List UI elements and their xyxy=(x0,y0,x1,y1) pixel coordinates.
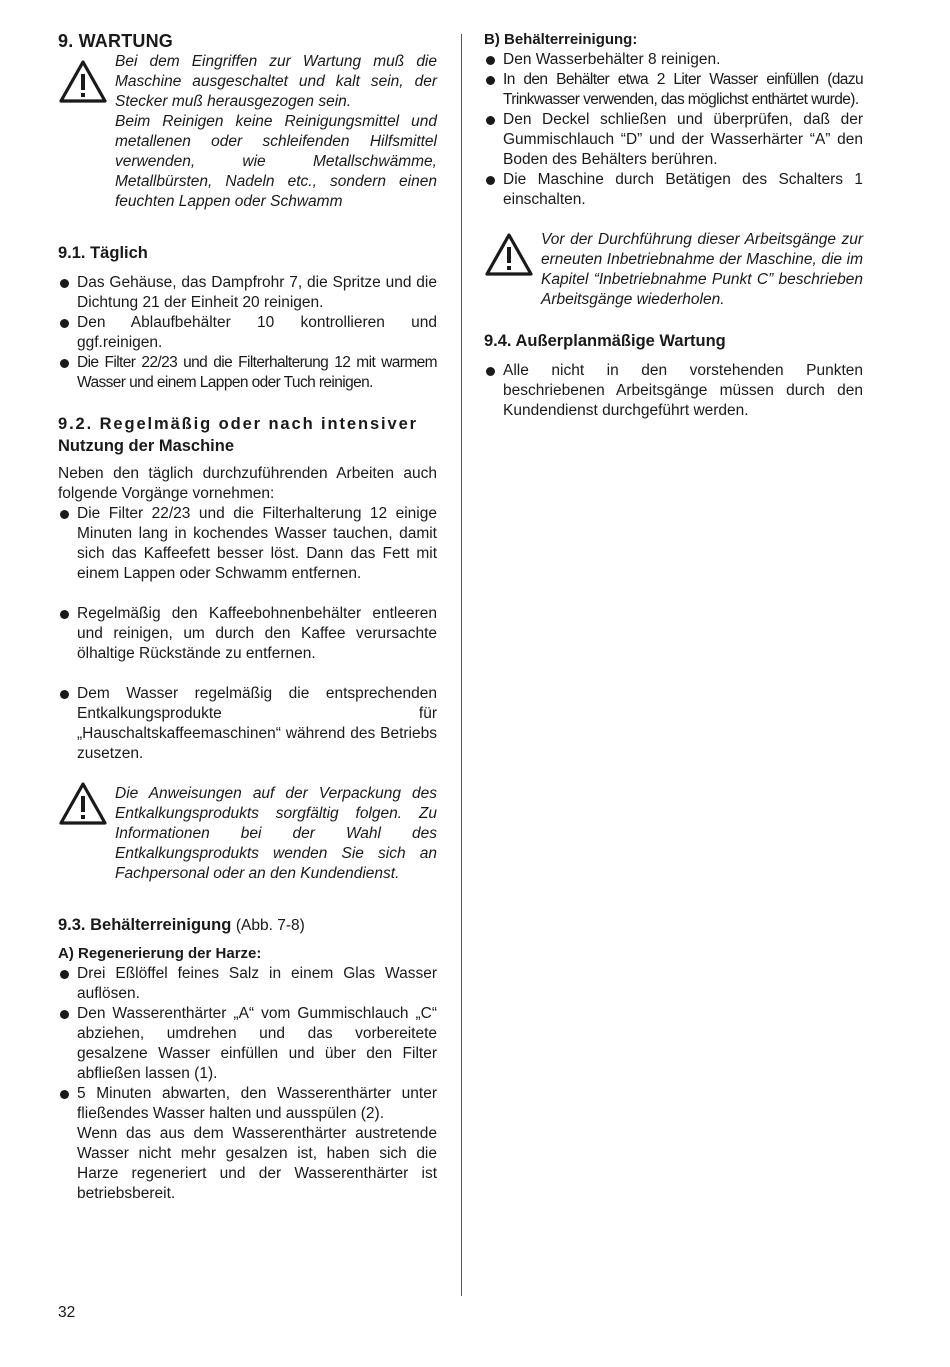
heading-9-3: 9.3. Behälterreinigung (Abb. 7-8) xyxy=(58,916,305,934)
list-item: Den Deckel schließen und überprüfen, daß der Gummischlauch “D” und der Wasserhärter “A” den Boden des Behälters berühren. xyxy=(484,110,863,170)
list-9-4 xyxy=(484,361,863,421)
warning-text-1 xyxy=(115,52,437,212)
right-column xyxy=(484,30,863,421)
warning-triangle-icon xyxy=(484,232,541,277)
bullet-icon xyxy=(60,319,69,328)
subheading-b: B) Behälterreinigung: xyxy=(484,31,638,48)
section-title: 9. WARTUNG xyxy=(58,31,174,51)
list-item: Dem Wasser regelmäßig die entsprechenden Entkalkungsprodukte für „Hauschaltskaffeemaschinen“ während des Betriebs zusetzen. xyxy=(58,684,437,764)
list-item: Den Wasserbehälter 8 reinigen. xyxy=(484,50,863,70)
list-item: Die Filter 22/23 und die Filterhalterung 12 einige Minuten lang in kochendes Wasser tauchen, damit sich das Kaffeefett besser löst. Dann das Fett mit einem Lappen oder Schwamm entfernen. xyxy=(58,504,437,584)
bullet-icon xyxy=(486,367,495,376)
left-column xyxy=(58,30,437,1204)
list-item: 5 Minuten abwarten, den Wasserenthärter unter fließendes Wasser halten und ausspülen (2). xyxy=(58,1084,437,1124)
bullet-icon xyxy=(486,76,495,85)
warning-block-1 xyxy=(58,52,437,212)
list-item: Alle nicht in den vorstehenden Punkten beschriebenen Arbeitsgänge müssen durch den Kundendienst durchgeführt werden. xyxy=(484,361,863,421)
list-item: Das Gehäuse, das Dampfrohr 7, die Spritze und die Dichtung 21 der Einheit 20 reinigen. xyxy=(58,273,437,313)
list-item: Drei Eßlöffel feines Salz in einem Glas Wasser auflösen. xyxy=(58,964,437,1004)
subheading-a: A) Regenerierung der Harze: xyxy=(58,945,262,962)
list-b xyxy=(484,50,863,210)
list-9-3 xyxy=(58,964,437,1124)
list-item: Den Ablaufbehälter 10 kontrollieren und ggf.reinigen. xyxy=(58,313,437,353)
list-9-2 xyxy=(58,504,437,764)
column-divider xyxy=(461,34,462,1296)
intro-9-2: Neben den täglich durchzuführenden Arbeiten auch folgende Vorgänge vornehmen: xyxy=(58,465,437,502)
bullet-icon xyxy=(486,176,495,185)
list-item: Den Wasserenthärter „A“ vom Gummischlauch „C“ abziehen, umdrehen und das vorbereitete gesalzene Wasser einfüllen und über den Filter abfließen lassen (1). xyxy=(58,1004,437,1084)
bullet-icon xyxy=(60,610,69,619)
heading-9-4: 9.4. Außerplanmäßige Wartung xyxy=(484,332,726,350)
warning-text-3: Vor der Durchführung dieser Arbeitsgänge zur erneuten Inbetriebnahme der Maschine, die im Kapitel “Inbetriebnahme Punkt C” beschrieben Arbeitsgänge wiederholen. xyxy=(541,231,863,308)
bullet-icon xyxy=(60,359,69,368)
bullet-icon xyxy=(60,970,69,979)
paragraph-after-list: Wenn das aus dem Wasserenthärter austretende Wasser nicht mehr gesalzen ist, haben sich die Harze regeneriert und der Wasserenthärter ist betriebsbereit. xyxy=(77,1125,437,1202)
bullet-icon xyxy=(486,116,495,125)
heading-9-1: 9.1. Täglich xyxy=(58,244,148,262)
warning-line: Beim Reinigen keine Reinigungsmittel und metallenen oder schleifenden Hilfsmittel verwenden, wie Metallschwämme, Metallbürsten, Nadeln etc., sondern einen feuchten Lappen oder Schwamm xyxy=(115,113,437,210)
warning-block-2 xyxy=(58,784,437,884)
bullet-icon xyxy=(60,510,69,519)
list-9-1 xyxy=(58,273,437,393)
list-item: Regelmäßig den Kaffeebohnenbehälter entleeren und reinigen, um durch den Kaffee verursachte ölhaltige Rückstände zu entfernen. xyxy=(58,604,437,664)
list-item: In den Behälter etwa 2 Liter Wasser einfüllen (dazu Trinkwasser verwenden, das möglichst enthärtet wurde). xyxy=(484,70,863,110)
bullet-icon xyxy=(486,56,495,65)
list-item: Die Filter 22/23 und die Filterhalterung 12 mit warmem Wasser und einem Lappen oder Tuch reinigen. xyxy=(58,353,437,393)
bullet-icon xyxy=(60,1090,69,1099)
warning-triangle-icon xyxy=(58,59,115,104)
bullet-icon xyxy=(60,279,69,288)
warning-triangle-icon xyxy=(58,781,115,826)
warning-text-2: Die Anweisungen auf der Verpackung des Entkalkungsprodukts sorgfältig folgen. Zu Informationen bei der Wahl des Entkalkungsprodukts wenden Sie sich an Fachpersonal oder an den Kundendienst. xyxy=(115,785,437,882)
warning-block-3 xyxy=(484,230,863,310)
list-item: Die Maschine durch Betätigen des Schalters 1 einschalten. xyxy=(484,170,863,210)
heading-9-2: 9.2. Regelmäßig oder nach intensiver Nutzung der Maschine xyxy=(58,415,418,455)
bullet-icon xyxy=(60,1010,69,1019)
page-number: 32 xyxy=(58,1304,76,1321)
warning-line: Bei dem Eingriffen zur Wartung muß die Maschine ausgeschaltet und kalt sein, der Stecker muß herausgezogen sein. xyxy=(115,53,437,110)
bullet-icon xyxy=(60,690,69,699)
